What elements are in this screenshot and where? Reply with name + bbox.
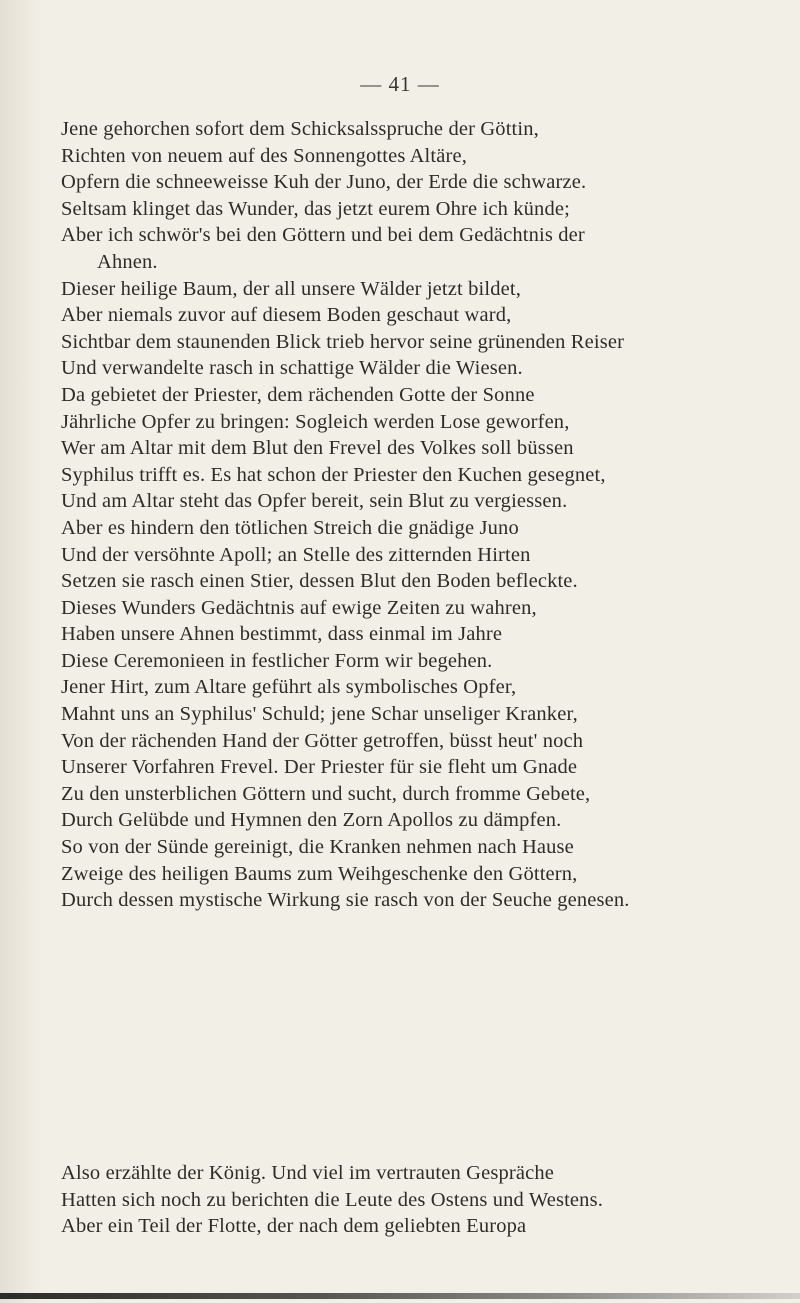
poem-line: Zweige des heiligen Baums zum Weihgeschenke den Göttern, — [61, 862, 578, 885]
poem-line: Jährliche Opfer zu bringen: Sogleich werden Lose geworfen, — [61, 410, 570, 433]
poem-line: Von der rächenden Hand der Götter getroffen, büsst heut' noch — [61, 729, 584, 752]
poem-line: Und am Altar steht das Opfer bereit, sein Blut zu vergiessen. — [61, 490, 568, 513]
poem-line: Aber niemals zuvor auf diesem Boden geschaut ward, — [61, 304, 512, 327]
poem-line: Aber es hindern den tötlichen Streich die gnädige Juno — [61, 516, 519, 539]
poem-text — [61, 116, 761, 914]
poem-line: Durch Gelübde und Hymnen den Zorn Apollos zu dämpfen. — [61, 809, 562, 832]
poem-line: Sichtbar dem staunenden Blick trieb hervor seine grünenden Reiser — [61, 330, 625, 353]
poem-line: Richten von neuem auf des Sonnengottes Altäre, — [61, 144, 467, 167]
poem-line: Dieses Wunders Gedächtnis auf ewige Zeiten zu wahren, — [61, 596, 537, 619]
narrative-text — [61, 1160, 761, 1240]
page-number: — 41 — — [360, 72, 440, 96]
poem-line: Diese Ceremonieen in festlicher Form wir begehen. — [61, 649, 493, 672]
narrative-line: Hatten sich noch zu berichten die Leute des Ostens und Westens. — [61, 1188, 603, 1211]
poem-line: Und verwandelte rasch in schattige Wälder die Wiesen. — [61, 357, 523, 380]
poem-line: Haben unsere Ahnen bestimmt, dass einmal im Jahre — [61, 623, 503, 646]
poem-line: Zu den unsterblichen Göttern und sucht, durch fromme Gebete, — [61, 782, 591, 805]
poem-line: Aber ich schwör's bei den Göttern und bei dem Gedächtnis der — [61, 224, 585, 247]
poem-line: Jener Hirt, zum Altare geführt als symbolisches Opfer, — [61, 676, 517, 699]
poem-line: Opfern die schneeweisse Kuh der Juno, der Erde die schwarze. — [61, 171, 587, 194]
poem-line: Mahnt uns an Syphilus' Schuld; jene Schar unseliger Kranker, — [61, 703, 578, 726]
narrative-line: Aber ein Teil der Flotte, der nach dem geliebten Europa — [61, 1215, 527, 1238]
poem-line-continuation: Ahnen. — [97, 250, 158, 273]
poem-line: Setzen sie rasch einen Stier, dessen Blut den Boden befleckte. — [61, 570, 578, 593]
poem-line: Seltsam klinget das Wunder, das jetzt eurem Ohre ich künde; — [61, 197, 570, 220]
poem-line: Unserer Vorfahren Frevel. Der Priester für sie fleht um Gnade — [61, 756, 578, 779]
poem-line: Da gebietet der Priester, dem rächenden Gotte der Sonne — [61, 383, 535, 406]
poem-line: Und der versöhnte Apoll; an Stelle des zitternden Hirten — [61, 543, 531, 566]
poem-line: So von der Sünde gereinigt, die Kranken nehmen nach Hause — [61, 836, 574, 859]
poem-line: Wer am Altar mit dem Blut den Frevel des Volkes soll büssen — [61, 437, 574, 460]
page-edge-shadow — [0, 0, 42, 1303]
narrative-line: Also erzählte der König. Und viel im vertrauten Gespräche — [61, 1162, 554, 1184]
poem-line: Syphilus trifft es. Es hat schon der Priester den Kuchen gesegnet, — [61, 463, 606, 486]
poem-line: Durch dessen mystische Wirkung sie rasch von der Seuche genesen. — [61, 889, 630, 912]
scan-bottom-edge — [0, 1293, 800, 1299]
poem-line: Dieser heilige Baum, der all unsere Wälder jetzt bildet, — [61, 277, 521, 300]
poem-line: Jene gehorchen sofort dem Schicksalsspruche der Göttin, — [61, 118, 539, 140]
